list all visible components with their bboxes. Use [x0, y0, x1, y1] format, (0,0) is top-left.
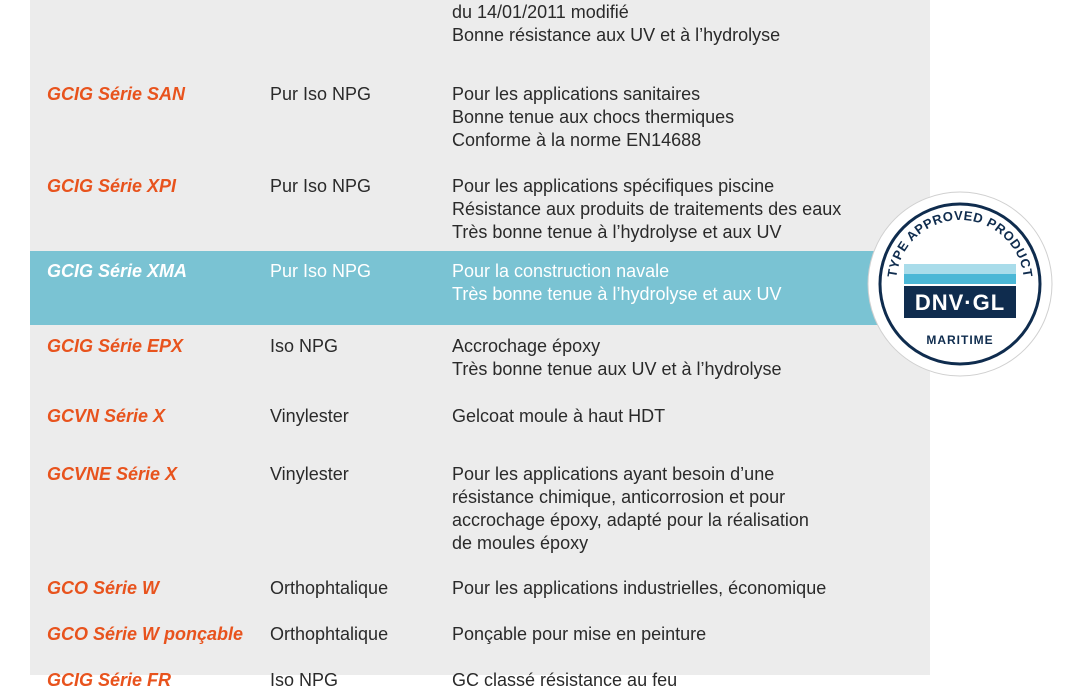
description-line: Pour les applications ayant besoin d’une	[452, 464, 775, 484]
badge-band-light	[904, 264, 1016, 274]
description-line: Pour les applications industrielles, économique	[452, 578, 827, 598]
resin-type: Pur Iso NPG	[270, 176, 372, 196]
description-line: du 14/01/2011 modifié	[452, 2, 629, 22]
resin-type: Orthophtalique	[270, 624, 389, 644]
product-description	[452, 623, 706, 646]
resin-type	[270, 0, 399, 1]
product-description	[452, 260, 782, 306]
description-line: Très bonne tenue à l’hydrolyse et aux UV	[452, 222, 782, 242]
description-line: accrochage époxy, adapté pour la réalisation	[452, 510, 809, 530]
product-name: GCIG Série FR	[47, 670, 172, 690]
table-row	[30, 660, 930, 690]
description-line: résistance chimique, anticorrosion et pour	[452, 487, 786, 507]
description-line: Gelcoat moule à haut HDT	[452, 406, 666, 426]
product-description	[452, 335, 782, 381]
table-row	[30, 568, 930, 614]
resin-type: Vinylester	[270, 406, 349, 426]
product-name: GCIG Série XMA	[47, 261, 188, 281]
table-row-highlighted	[30, 251, 930, 325]
description-line: Conforme à la norme EN14688	[452, 130, 702, 150]
description-line: Résistance aux produits de traitements des eaux	[452, 199, 842, 219]
badge-brand: DNV·GL	[914, 290, 1006, 315]
resin-type: Pur Iso NPG	[270, 84, 372, 104]
dnv-gl-type-approved-badge	[866, 190, 1054, 378]
product-description	[452, 83, 734, 152]
product-name: GCO Série W ponçable	[47, 624, 244, 644]
resin-type: Vinylester	[270, 464, 349, 484]
product-description	[452, 0, 794, 47]
product-name: GCIG Série XPI	[47, 176, 177, 196]
description-line: GC classé résistance au feu	[452, 670, 678, 690]
badge-sub: MARITIME	[926, 333, 994, 347]
product-description	[452, 175, 841, 244]
description-line: Accrochage époxy	[452, 336, 601, 356]
description-line: Très bonne tenue à l’hydrolyse et aux UV	[452, 284, 782, 304]
table-row	[30, 74, 930, 166]
description-line: de moules époxy	[452, 533, 589, 553]
table-row	[30, 454, 930, 568]
product-description	[452, 463, 809, 555]
table-row	[30, 326, 930, 396]
badge-arc-text: TYPE APPROVED PRODUCT	[884, 207, 1036, 279]
table-row	[30, 166, 930, 251]
resin-type: Iso NPG	[270, 336, 339, 356]
product-description	[452, 577, 826, 600]
product-name	[47, 0, 157, 1]
description-line: Bonne tenue aux chocs thermiques	[452, 107, 735, 127]
description-line: Bonne résistance aux UV et à l’hydrolyse	[452, 25, 781, 45]
resin-type: Pur Iso NPG	[270, 261, 372, 281]
table-row	[30, 0, 930, 74]
product-name: GCO Série W	[47, 578, 160, 598]
product-name: GCIG Série EPX	[47, 336, 184, 356]
product-name: GCVN Série X	[47, 406, 166, 426]
product-description	[452, 405, 665, 428]
table-row	[30, 614, 930, 660]
product-description	[452, 669, 677, 692]
table-row	[30, 396, 930, 454]
resin-type: Orthophtalique	[270, 578, 389, 598]
description-line: Très bonne tenue aux UV et à l’hydrolyse	[452, 359, 782, 379]
badge-band-mid	[904, 274, 1016, 284]
product-name: GCIG Série SAN	[47, 84, 186, 104]
resin-type: Iso NPG	[270, 670, 339, 690]
product-name: GCVNE Série X	[47, 464, 178, 484]
description-line: Pour les applications spécifiques piscine	[452, 176, 775, 196]
description-line: Ponçable pour mise en peinture	[452, 624, 707, 644]
description-line: Pour la construction navale	[452, 261, 670, 281]
description-line: Pour les applications sanitaires	[452, 84, 701, 104]
